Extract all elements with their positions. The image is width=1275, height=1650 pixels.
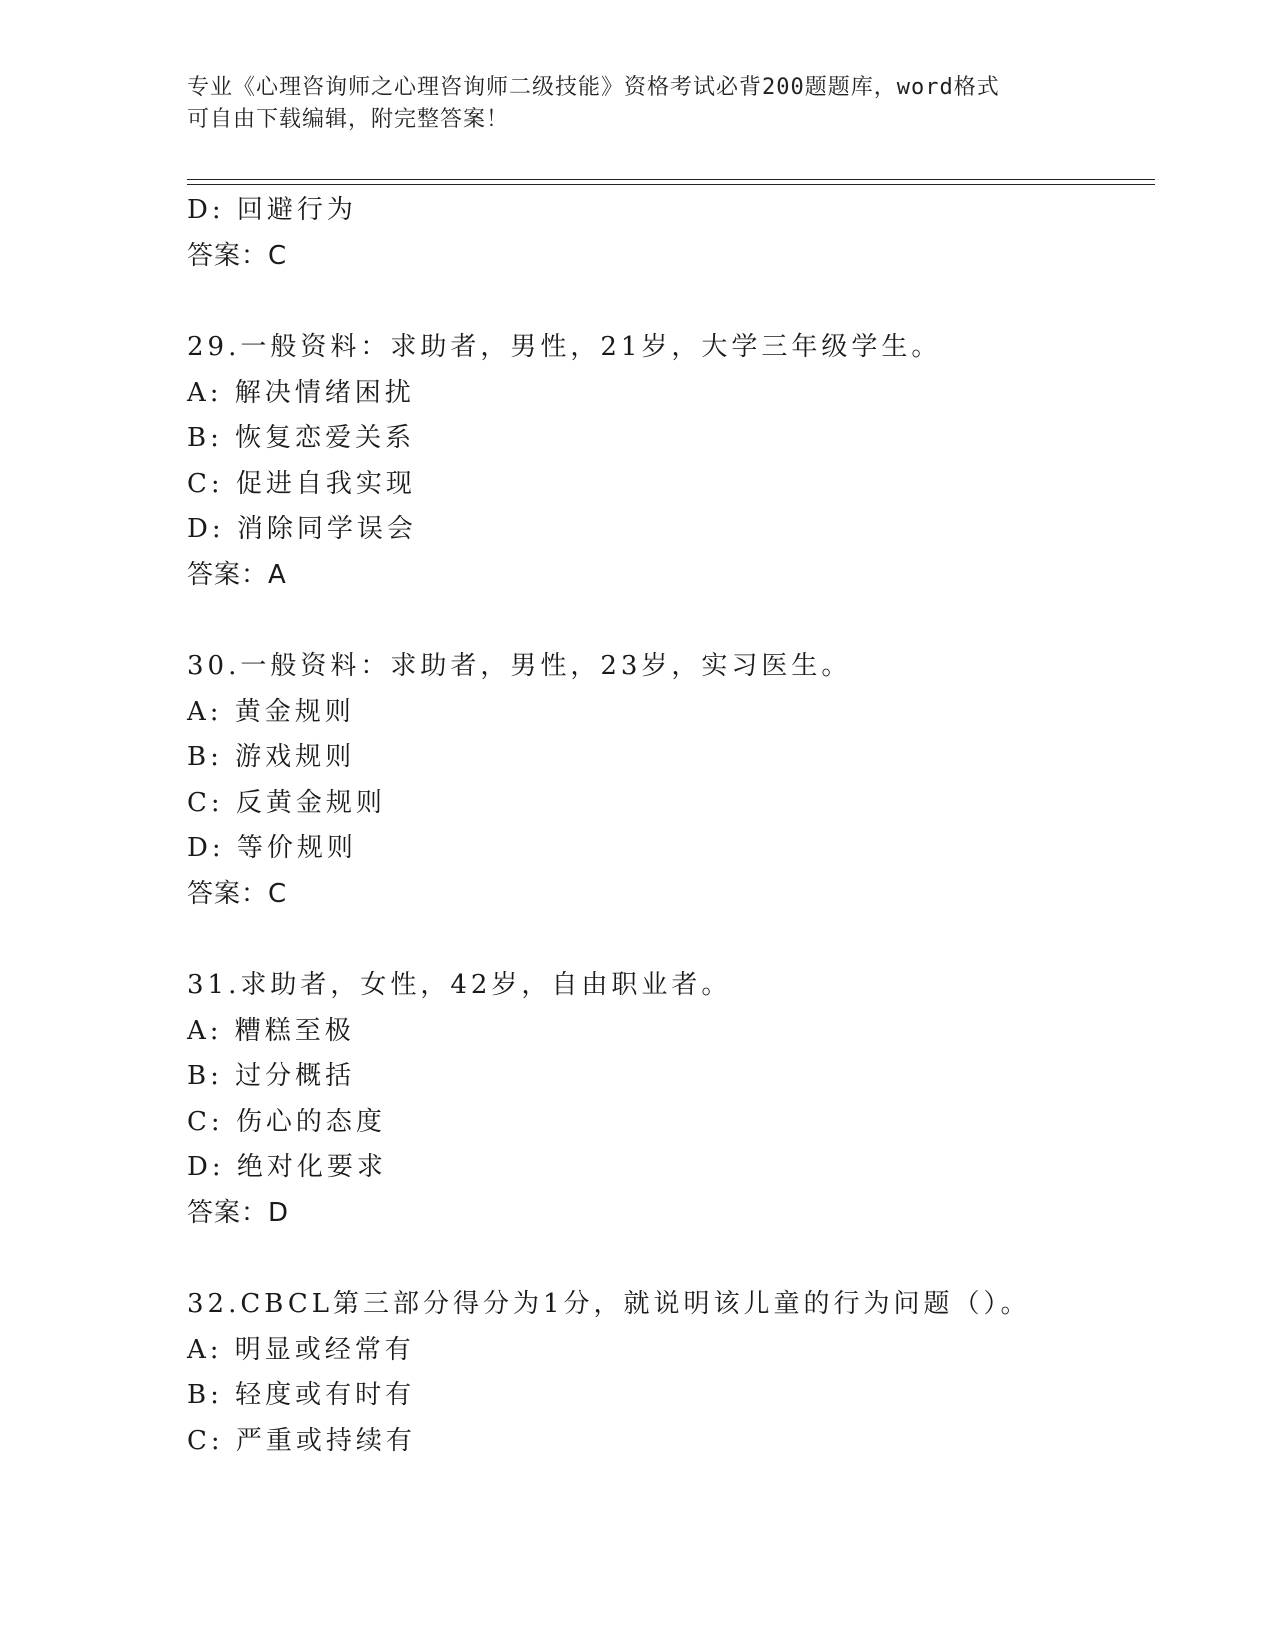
q32-option-a: A: 明显或经常有 <box>187 1334 415 1365</box>
q31-stem: 31.求助者，女性，42岁，自由职业者。 <box>187 970 732 1000</box>
header-line-2: 可自由下载编辑，附完整答案！ <box>187 107 510 132</box>
question-list <box>187 188 1155 1464</box>
q28-option-d: D: 回避行为 <box>187 195 357 225</box>
q29-option-c: C: 促进自我实现 <box>187 468 416 499</box>
q32-stem: 32.CBCL第三部分得分为1分，就说明该儿童的行为问题（）。 <box>187 1289 1031 1319</box>
q29-option-b: B: 恢复恋爱关系 <box>187 423 416 453</box>
q30-option-c: C: 反黄金规则 <box>187 787 386 818</box>
q31-option-d: D: 绝对化要求 <box>187 1152 387 1182</box>
q30-option-d: D: 等价规则 <box>187 833 357 863</box>
q30-answer: 答案：C <box>187 878 288 909</box>
q31-answer: 答案：D <box>187 1197 290 1228</box>
q28-answer: 答案：C <box>187 240 288 271</box>
spacer <box>187 279 1155 325</box>
q30-stem: 30.一般资料：求助者，男性，23岁，实习医生。 <box>187 651 852 681</box>
header-line-1: 专业《心理咨询师之心理咨询师二级技能》资格考试必背200题题库，word格式 <box>187 75 1000 100</box>
header-divider-bottom <box>187 184 1155 185</box>
q30-option-a: A: 黄金规则 <box>187 696 355 727</box>
q31-option-a: A: 糟糕至极 <box>187 1015 355 1046</box>
q32-option-c: C: 严重或持续有 <box>187 1425 416 1456</box>
page-header <box>187 72 1087 136</box>
header-divider-top <box>187 179 1155 180</box>
q30-option-b: B: 游戏规则 <box>187 742 356 772</box>
q29-option-a: A: 解决情绪困扰 <box>187 377 415 408</box>
q29-option-d: D: 消除同学误会 <box>187 514 417 544</box>
spacer <box>187 598 1155 644</box>
q32-option-b: B: 轻度或有时有 <box>187 1380 416 1410</box>
q31-option-b: B: 过分概括 <box>187 1061 356 1091</box>
q29-answer: 答案：A <box>187 559 287 590</box>
q29-stem: 29.一般资料：求助者，男性，21岁，大学三年级学生。 <box>187 332 942 362</box>
spacer <box>187 1236 1155 1282</box>
spacer <box>187 917 1155 963</box>
q31-option-c: C: 伤心的态度 <box>187 1106 386 1137</box>
